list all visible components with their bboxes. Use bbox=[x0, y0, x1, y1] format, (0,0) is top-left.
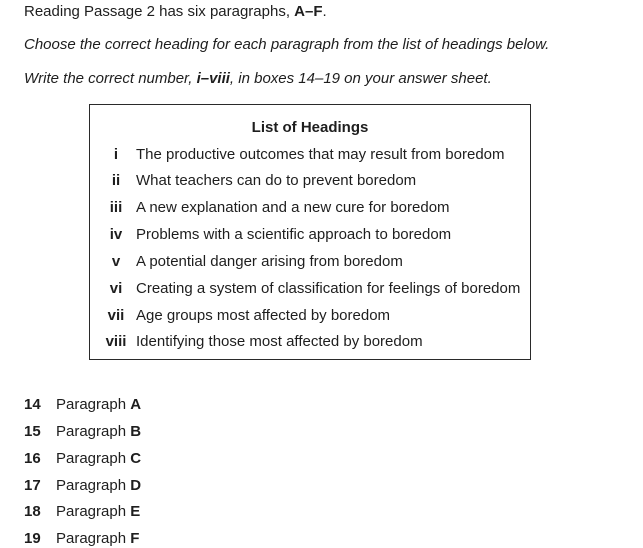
question-number: 15 bbox=[24, 423, 41, 440]
heading-item bbox=[90, 333, 530, 351]
heading-number: vii bbox=[107, 307, 125, 324]
question-label: Paragraph bbox=[56, 396, 131, 413]
heading-item bbox=[90, 199, 530, 217]
question-label: Paragraph bbox=[56, 423, 131, 440]
paragraph-letter: F bbox=[130, 530, 140, 547]
heading-text: The productive outcomes that may result from boredom bbox=[136, 146, 505, 163]
instruction-choose-heading: Choose the correct heading for each paragraph from the list of headings below. bbox=[24, 36, 550, 53]
heading-number: iii bbox=[109, 199, 123, 216]
paragraph-letter: D bbox=[130, 477, 142, 494]
question-row-14 bbox=[24, 396, 141, 414]
heading-item bbox=[90, 307, 530, 325]
instruction-write-prefix: Write the correct number, bbox=[24, 70, 197, 87]
heading-number: viii bbox=[105, 333, 127, 350]
heading-text: Age groups most affected by boredom bbox=[136, 307, 391, 324]
intro-suffix: . bbox=[322, 3, 327, 20]
heading-text: A potential danger arising from boredom bbox=[136, 253, 403, 270]
list-of-headings-box bbox=[89, 104, 531, 360]
heading-item bbox=[90, 172, 530, 190]
list-of-headings-title: List of Headings bbox=[251, 119, 369, 136]
question-label: Paragraph bbox=[56, 450, 131, 467]
question-number: 16 bbox=[24, 450, 41, 467]
question-label: Paragraph bbox=[56, 530, 131, 547]
question-row-18 bbox=[24, 503, 140, 521]
heading-item bbox=[90, 226, 530, 244]
question-number: 18 bbox=[24, 503, 41, 520]
question-number: 17 bbox=[24, 477, 41, 494]
instruction-write-number bbox=[24, 70, 492, 88]
heading-number: i bbox=[113, 146, 119, 163]
heading-number: iv bbox=[109, 226, 123, 243]
intro-prefix: Reading Passage 2 has six paragraphs, bbox=[24, 3, 295, 20]
instruction-write-range: i–viii bbox=[196, 70, 230, 87]
question-row-16 bbox=[24, 450, 141, 468]
instruction-write-suffix: , in boxes 14–19 on your answer sheet. bbox=[229, 70, 492, 87]
heading-text: What teachers can do to prevent boredom bbox=[136, 172, 417, 189]
heading-text: Problems with a scientific approach to boredom bbox=[136, 226, 452, 243]
heading-item bbox=[90, 253, 530, 271]
heading-number: v bbox=[111, 253, 121, 270]
paragraph-letter: B bbox=[130, 423, 142, 440]
heading-text: Creating a system of classification for feelings of boredom bbox=[136, 280, 521, 297]
question-row-15 bbox=[24, 423, 141, 441]
paragraph-letter: C bbox=[130, 450, 142, 467]
question-row-17 bbox=[24, 477, 141, 495]
heading-number: ii bbox=[111, 172, 121, 189]
heading-item bbox=[90, 280, 530, 298]
paragraph-letter: E bbox=[130, 503, 141, 520]
intro-line bbox=[24, 3, 327, 21]
heading-item bbox=[90, 146, 530, 164]
heading-text: Identifying those most affected by boredom bbox=[136, 333, 423, 350]
heading-text: A new explanation and a new cure for boredom bbox=[136, 199, 450, 216]
heading-number: vi bbox=[109, 280, 123, 297]
question-number: 14 bbox=[24, 396, 41, 413]
paragraph-letter: A bbox=[130, 396, 142, 413]
question-label: Paragraph bbox=[56, 503, 131, 520]
question-label: Paragraph bbox=[56, 477, 131, 494]
intro-range: A–F bbox=[294, 3, 323, 20]
question-row-19 bbox=[24, 530, 139, 548]
question-number: 19 bbox=[24, 530, 41, 547]
